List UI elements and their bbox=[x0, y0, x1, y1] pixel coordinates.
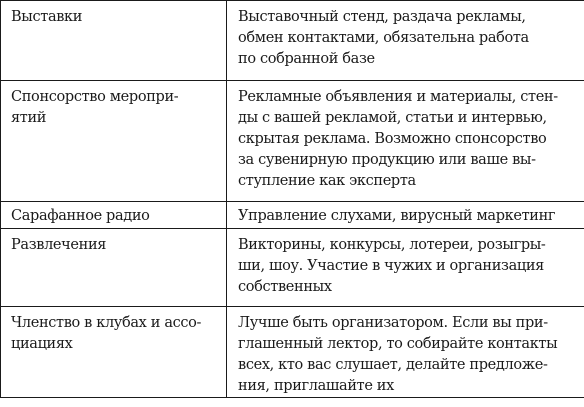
channel-description-cell bbox=[227, 81, 584, 202]
channel-description-cell bbox=[227, 229, 584, 307]
table-row bbox=[1, 307, 584, 398]
cell-text-line: за сувенирную продукцию или ваше вы- bbox=[238, 152, 536, 168]
table-row bbox=[1, 202, 584, 229]
cell-text-line: Лучше быть организатором. Если вы при- bbox=[238, 315, 548, 331]
cell-text-line: ды с вашей рекламой, статьи и интервью, bbox=[238, 110, 547, 126]
cell-text-line: собственных bbox=[238, 279, 332, 295]
cell-text-line: Управление слухами, вирусный маркетинг bbox=[238, 208, 556, 224]
channel-name-cell bbox=[1, 229, 227, 307]
cell-text-line: всех, кто вас слушает, делайте предложе- bbox=[238, 357, 548, 373]
table-row bbox=[1, 229, 584, 307]
cell-text-line: ятий bbox=[11, 110, 47, 126]
cell-text-line: Выставки bbox=[11, 9, 83, 25]
table-row bbox=[1, 81, 584, 202]
cell-text-line: обмен контактами, обязательна работа bbox=[238, 30, 529, 46]
channel-description-cell bbox=[227, 307, 584, 398]
cell-text-line: ши, шоу. Участие в чужих и организация bbox=[238, 258, 544, 274]
channel-name-cell bbox=[1, 1, 227, 81]
cell-text-line: глашенный лектор, то собирайте контакты bbox=[238, 336, 558, 352]
cell-text-line: по собранной базе bbox=[238, 51, 375, 67]
cell-text-line: скрытая реклама. Возможно спонсорство bbox=[238, 131, 547, 147]
cell-text-line: ступление как эксперта bbox=[238, 173, 416, 189]
cell-text-line: Сарафанное радио bbox=[11, 208, 150, 224]
cell-text-line: Викторины, конкурсы, лотереи, розыгры- bbox=[238, 237, 546, 253]
cell-text-line: Выставочный стенд, раздача рекламы, bbox=[238, 9, 526, 25]
cell-text-line: Членство в клубах и ассо- bbox=[11, 315, 202, 331]
cell-text-line: Спонсорство меропри- bbox=[11, 89, 179, 105]
channel-description-cell bbox=[227, 202, 584, 229]
cell-text-line: циациях bbox=[11, 336, 73, 352]
cell-text-line: Развлечения bbox=[11, 237, 107, 253]
channel-name-cell bbox=[1, 202, 227, 229]
table-row bbox=[1, 1, 584, 81]
channel-name-cell bbox=[1, 307, 227, 398]
channel-name-cell bbox=[1, 81, 227, 202]
channel-description-cell bbox=[227, 1, 584, 81]
cell-text-line: ния, приглашайте их bbox=[238, 378, 394, 394]
cell-text-line: Рекламные объявления и материалы, стен- bbox=[238, 89, 558, 105]
